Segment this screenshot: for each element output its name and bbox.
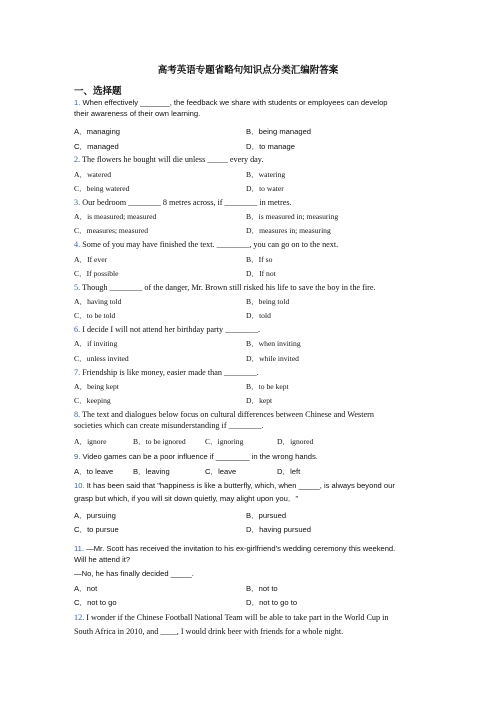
answer-option: D．If not bbox=[246, 269, 276, 278]
answer-option: C．managed bbox=[74, 142, 119, 151]
question-text: Video games can be a poor influence if ________ in the wrong hands. bbox=[82, 452, 318, 461]
answer-option: D．measures in; measuring bbox=[246, 226, 331, 235]
answer-option: C．keeping bbox=[74, 396, 111, 405]
answer-option: A．having told bbox=[74, 297, 122, 306]
answer-option: D．to water bbox=[246, 184, 284, 193]
question-line bbox=[74, 494, 434, 504]
answer-option: C．ignoring bbox=[205, 437, 244, 446]
question-text: —No, he has finally decided _____. bbox=[74, 569, 194, 578]
answer-option: C．If possible bbox=[74, 269, 119, 278]
question-text: I decide I will not attend her birthday party ________. bbox=[82, 325, 260, 334]
question-line bbox=[74, 421, 434, 431]
question-line bbox=[74, 481, 434, 491]
answer-option: D．not to go to bbox=[246, 598, 298, 607]
question-line bbox=[74, 452, 434, 462]
question-text: Will he attend it? bbox=[74, 555, 131, 564]
question-line bbox=[74, 109, 434, 119]
question-number: 1. bbox=[74, 98, 81, 107]
question-number: 8. bbox=[74, 410, 81, 419]
answer-option: B．when inviting bbox=[246, 339, 301, 348]
question-line bbox=[74, 569, 434, 579]
answer-option: C．unless invited bbox=[74, 354, 129, 363]
question-text: I wonder if the Chinese Football National Team will be able to take part in the World Cup in bbox=[86, 613, 389, 622]
question-text: South Africa in 2010, and ____, I would drink beer with friends for a whole night. bbox=[74, 627, 344, 636]
answer-option: A．being kept bbox=[74, 382, 119, 391]
answer-option: C．measures; measured bbox=[74, 226, 149, 235]
answer-option: A．to leave bbox=[74, 467, 114, 476]
question-number: 10. bbox=[74, 481, 85, 490]
answer-option: C．to pursue bbox=[74, 525, 119, 534]
question-number: 7. bbox=[74, 368, 81, 377]
question-line bbox=[74, 325, 434, 335]
answer-option: B．pursued bbox=[246, 511, 287, 520]
answer-option: A．managing bbox=[74, 127, 121, 136]
question-text: societies which can create misunderstanding if ________. bbox=[74, 421, 264, 430]
answer-option: A．if inviting bbox=[74, 339, 118, 348]
question-line bbox=[74, 283, 434, 293]
answer-option: B．is measured in; measuring bbox=[246, 212, 339, 221]
question-text: Friendship is like money, easier made than ________. bbox=[82, 368, 259, 377]
question-number: 12. bbox=[74, 613, 85, 622]
question-line bbox=[74, 555, 434, 565]
question-number: 5. bbox=[74, 283, 81, 292]
answer-option: C．not to go bbox=[74, 598, 117, 607]
question-number: 2. bbox=[74, 155, 81, 164]
question-text: Though ________ of the danger, Mr. Brown still risked his life to save the boy in the fire. bbox=[82, 283, 376, 292]
section-heading: 一、选择题 bbox=[74, 86, 122, 97]
answer-option: C．being watered bbox=[74, 184, 130, 193]
question-line bbox=[74, 410, 434, 420]
question-line bbox=[74, 368, 434, 378]
answer-option: A．pursuing bbox=[74, 511, 116, 520]
answer-option: D．to manage bbox=[246, 142, 295, 151]
answer-option: B．not to bbox=[246, 584, 278, 593]
question-number: 11. bbox=[74, 544, 84, 553]
answer-option: D．told bbox=[246, 311, 271, 320]
answer-option: A．ignore bbox=[74, 437, 107, 446]
question-line bbox=[74, 98, 434, 108]
question-line bbox=[74, 240, 434, 250]
answer-option: A．not bbox=[74, 584, 98, 593]
answer-option: D．ignored bbox=[277, 437, 314, 446]
answer-option: D．while invited bbox=[246, 354, 299, 363]
answer-option: B．to be ignored bbox=[133, 437, 186, 446]
question-line bbox=[74, 198, 434, 208]
question-number: 6. bbox=[74, 325, 81, 334]
answer-option: B．leaving bbox=[133, 467, 170, 476]
answer-option: A．is measured; measured bbox=[74, 212, 157, 221]
answer-option: D．having pursued bbox=[246, 525, 312, 534]
question-number: 4. bbox=[74, 240, 81, 249]
question-text: Some of you may have finished the text. ________, you can go on to the next. bbox=[82, 240, 339, 249]
answer-option: C．leave bbox=[205, 467, 237, 476]
answer-option: B．If so bbox=[246, 255, 273, 264]
question-line bbox=[74, 627, 434, 637]
question-text: their awareness of their own learning. bbox=[74, 109, 201, 118]
answer-option: B．being managed bbox=[246, 127, 312, 136]
answer-option: B．being told bbox=[246, 297, 290, 306]
answer-option: B．watering bbox=[246, 170, 286, 179]
question-line bbox=[74, 544, 434, 554]
document-title: 高考英语专题省略句知识点分类汇编附答案 bbox=[157, 65, 339, 76]
question-text: It has been said that "happiness is like a butterfly, which, when _____, is always beyond our bbox=[86, 481, 395, 490]
answer-option: A．If ever bbox=[74, 255, 108, 264]
question-text: The text and dialogues below focus on cultural differences between Chinese and Western bbox=[82, 410, 374, 419]
question-number: 9. bbox=[74, 452, 81, 461]
answer-option: B．to be kept bbox=[246, 382, 289, 391]
question-text: Our bedroom ________ 8 metres across, if ________ in metres. bbox=[82, 198, 292, 207]
answer-option: D．kept bbox=[246, 396, 273, 405]
answer-option: D．left bbox=[277, 467, 301, 476]
answer-option: C．to be told bbox=[74, 311, 116, 320]
question-line bbox=[74, 155, 434, 165]
question-text: grasp but which, if you will sit down quietly, may alight upon you．" bbox=[74, 494, 299, 503]
question-text: The flowers he bought will die unless _____ every day. bbox=[82, 155, 264, 164]
question-number: 3. bbox=[74, 198, 81, 207]
question-text: When effectively _______, the feedback we share with students or employees can develop bbox=[82, 98, 388, 107]
question-line bbox=[74, 613, 434, 623]
question-text: —Mr. Scott has received the invitation to his ex-girlfriend's wedding ceremony this weekend. bbox=[86, 544, 396, 553]
answer-option: A．watered bbox=[74, 170, 112, 179]
